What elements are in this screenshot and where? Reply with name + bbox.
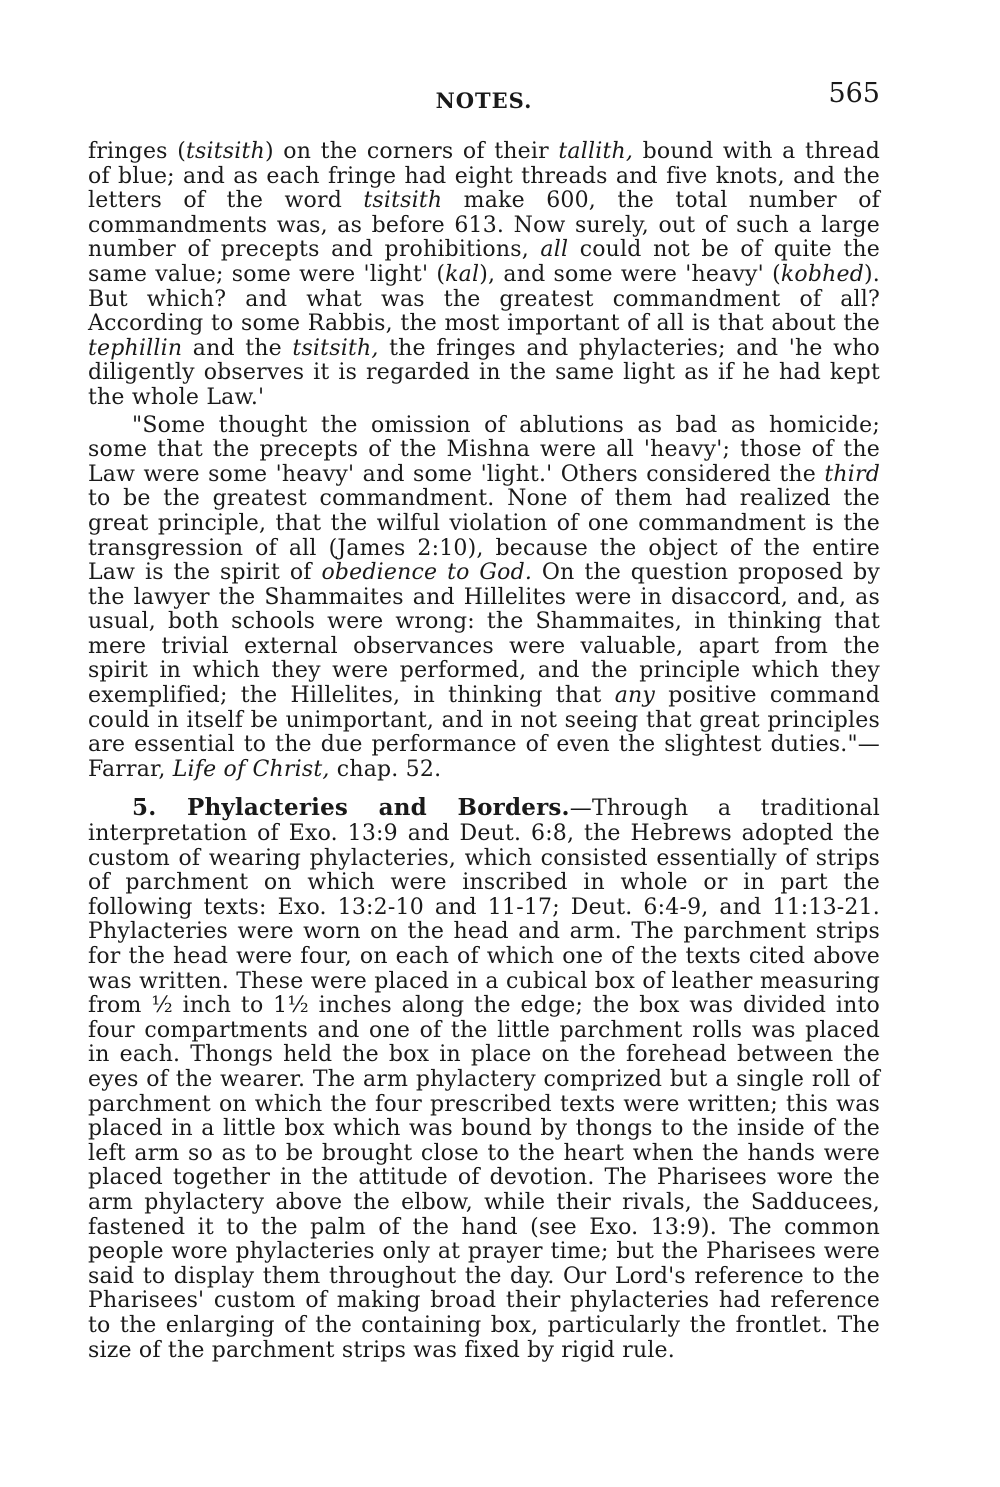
italic-term: tephillin <box>88 335 183 361</box>
text-run: the fringes and phylacteries; and 'he who diligently observes it is regarded in the same light as if he had kept the whole Law.' <box>88 335 880 410</box>
italic-term: obedience to God. <box>321 560 533 586</box>
text-run: ). But which? and what was the greatest commandment of all? According to some Rabbis, the most important of all is that about the <box>88 261 880 337</box>
page-number: 565 <box>828 78 880 109</box>
paragraph-phylacteries <box>88 796 880 1363</box>
italic-term: kobhed <box>780 261 865 287</box>
text-run: positive command could in itself be unimportant, and in not seeing that great principles are essential to the due performance of even the slightest duties."—Farrar, <box>88 683 880 782</box>
text-run: —Through a traditional interpretation of Exo. 13:9 and Deut. 6:8, the Hebrews adopted the custom of wearing phylacteries, which consisted essentially of strips of parchment on which were inscribed in whole or in part the following texts: Exo. 13:2-10 and 11-17; Deut. 6:4-9, and 11:13-21. Phylacteries were worn on the head and arm. The parchment strips for the head were four, on each of which one of the texts cited above was written. These were placed in a cubical box of leather measuring from ½ inch to 1½ inches along the edge; the box was divided into four compartments and one of the little parchment rolls was placed in each. Thongs held the box in place on the forehead between the eyes of the wearer. The arm phylactery comprized but a single roll of parchment on which the four prescribed texts were written; this was placed in a little box which was bound by thongs to the inside of the left arm so as to be brought close to the heart when the hands were placed together in the attitude of devotion. The Pharisees wore the arm phylactery above the elbow, while their rivals, the Sadducees, fastened it to the palm of the hand (see Exo. 13:9). The common people wore phylacteries only at prayer time; but the Pharisees were said to display them throughout the day. Our Lord's reference to the Pharisees' custom of making broad their phylacteries had reference to the enlarging of the containing box, particularly the frontlet. The size of the parchment strips was fixed by rigid rule. <box>88 796 880 1363</box>
italic-term: tsitsith <box>363 188 443 214</box>
running-head-title: NOTES. <box>435 88 533 113</box>
text-run: fringes ( <box>88 139 186 164</box>
italic-term: all <box>540 237 569 263</box>
paragraph-fringes <box>88 140 880 411</box>
paragraph-farrar-quote <box>88 414 880 783</box>
text-run: could not be of quite the same value; some were 'light' ( <box>88 237 880 287</box>
text-run: and the <box>182 335 293 361</box>
text-run: to be the greatest commandment. None of them had realized the great principle, that the wilful violation of one commandment is the transgression of all (James 2:10), because the object of the entire Law is the spirit of <box>88 486 880 586</box>
section-heading: 5. Phylacteries and Borders. <box>132 794 570 822</box>
italic-term: tsitsith <box>186 139 265 164</box>
book-title: Life of Christ, <box>172 756 330 782</box>
text-run: bound with a thread of blue; and as each fringe had eight threads and five knots, and the letters of the word <box>88 139 880 214</box>
running-head <box>88 78 880 112</box>
text-run: "Some thought the omission of ablutions as bad as homicide; some that the precepts of the Mishna were all 'heavy'; those of the Law were some 'heavy' and some 'light.' Others considered the <box>88 412 880 487</box>
text-run: ) on the corners of their <box>264 139 559 164</box>
book-page <box>88 78 880 1363</box>
text-run: chap. 52. <box>329 756 442 782</box>
text-run: make 600, the total number of commandments was, as before 613. Now surely, out of such a large number of precepts and prohibitions, <box>88 188 880 263</box>
italic-term: any <box>614 683 656 709</box>
text-run: On the question proposed by the lawyer the Shammaites and Hillelites were in disaccord, and, as usual, both schools were wrong: the Shammaites, in thinking that mere trivial external observances were valuable, apart from the spirit in which they were performed, and the principle which they exemplified; the Hillelites, in thinking that <box>88 560 880 709</box>
italic-term: third <box>824 461 880 487</box>
text-run: ), and some were 'heavy' ( <box>479 261 781 287</box>
italic-term: tsitsith, <box>292 335 379 361</box>
italic-term: tallith, <box>558 139 634 164</box>
italic-term: kal <box>445 261 480 287</box>
